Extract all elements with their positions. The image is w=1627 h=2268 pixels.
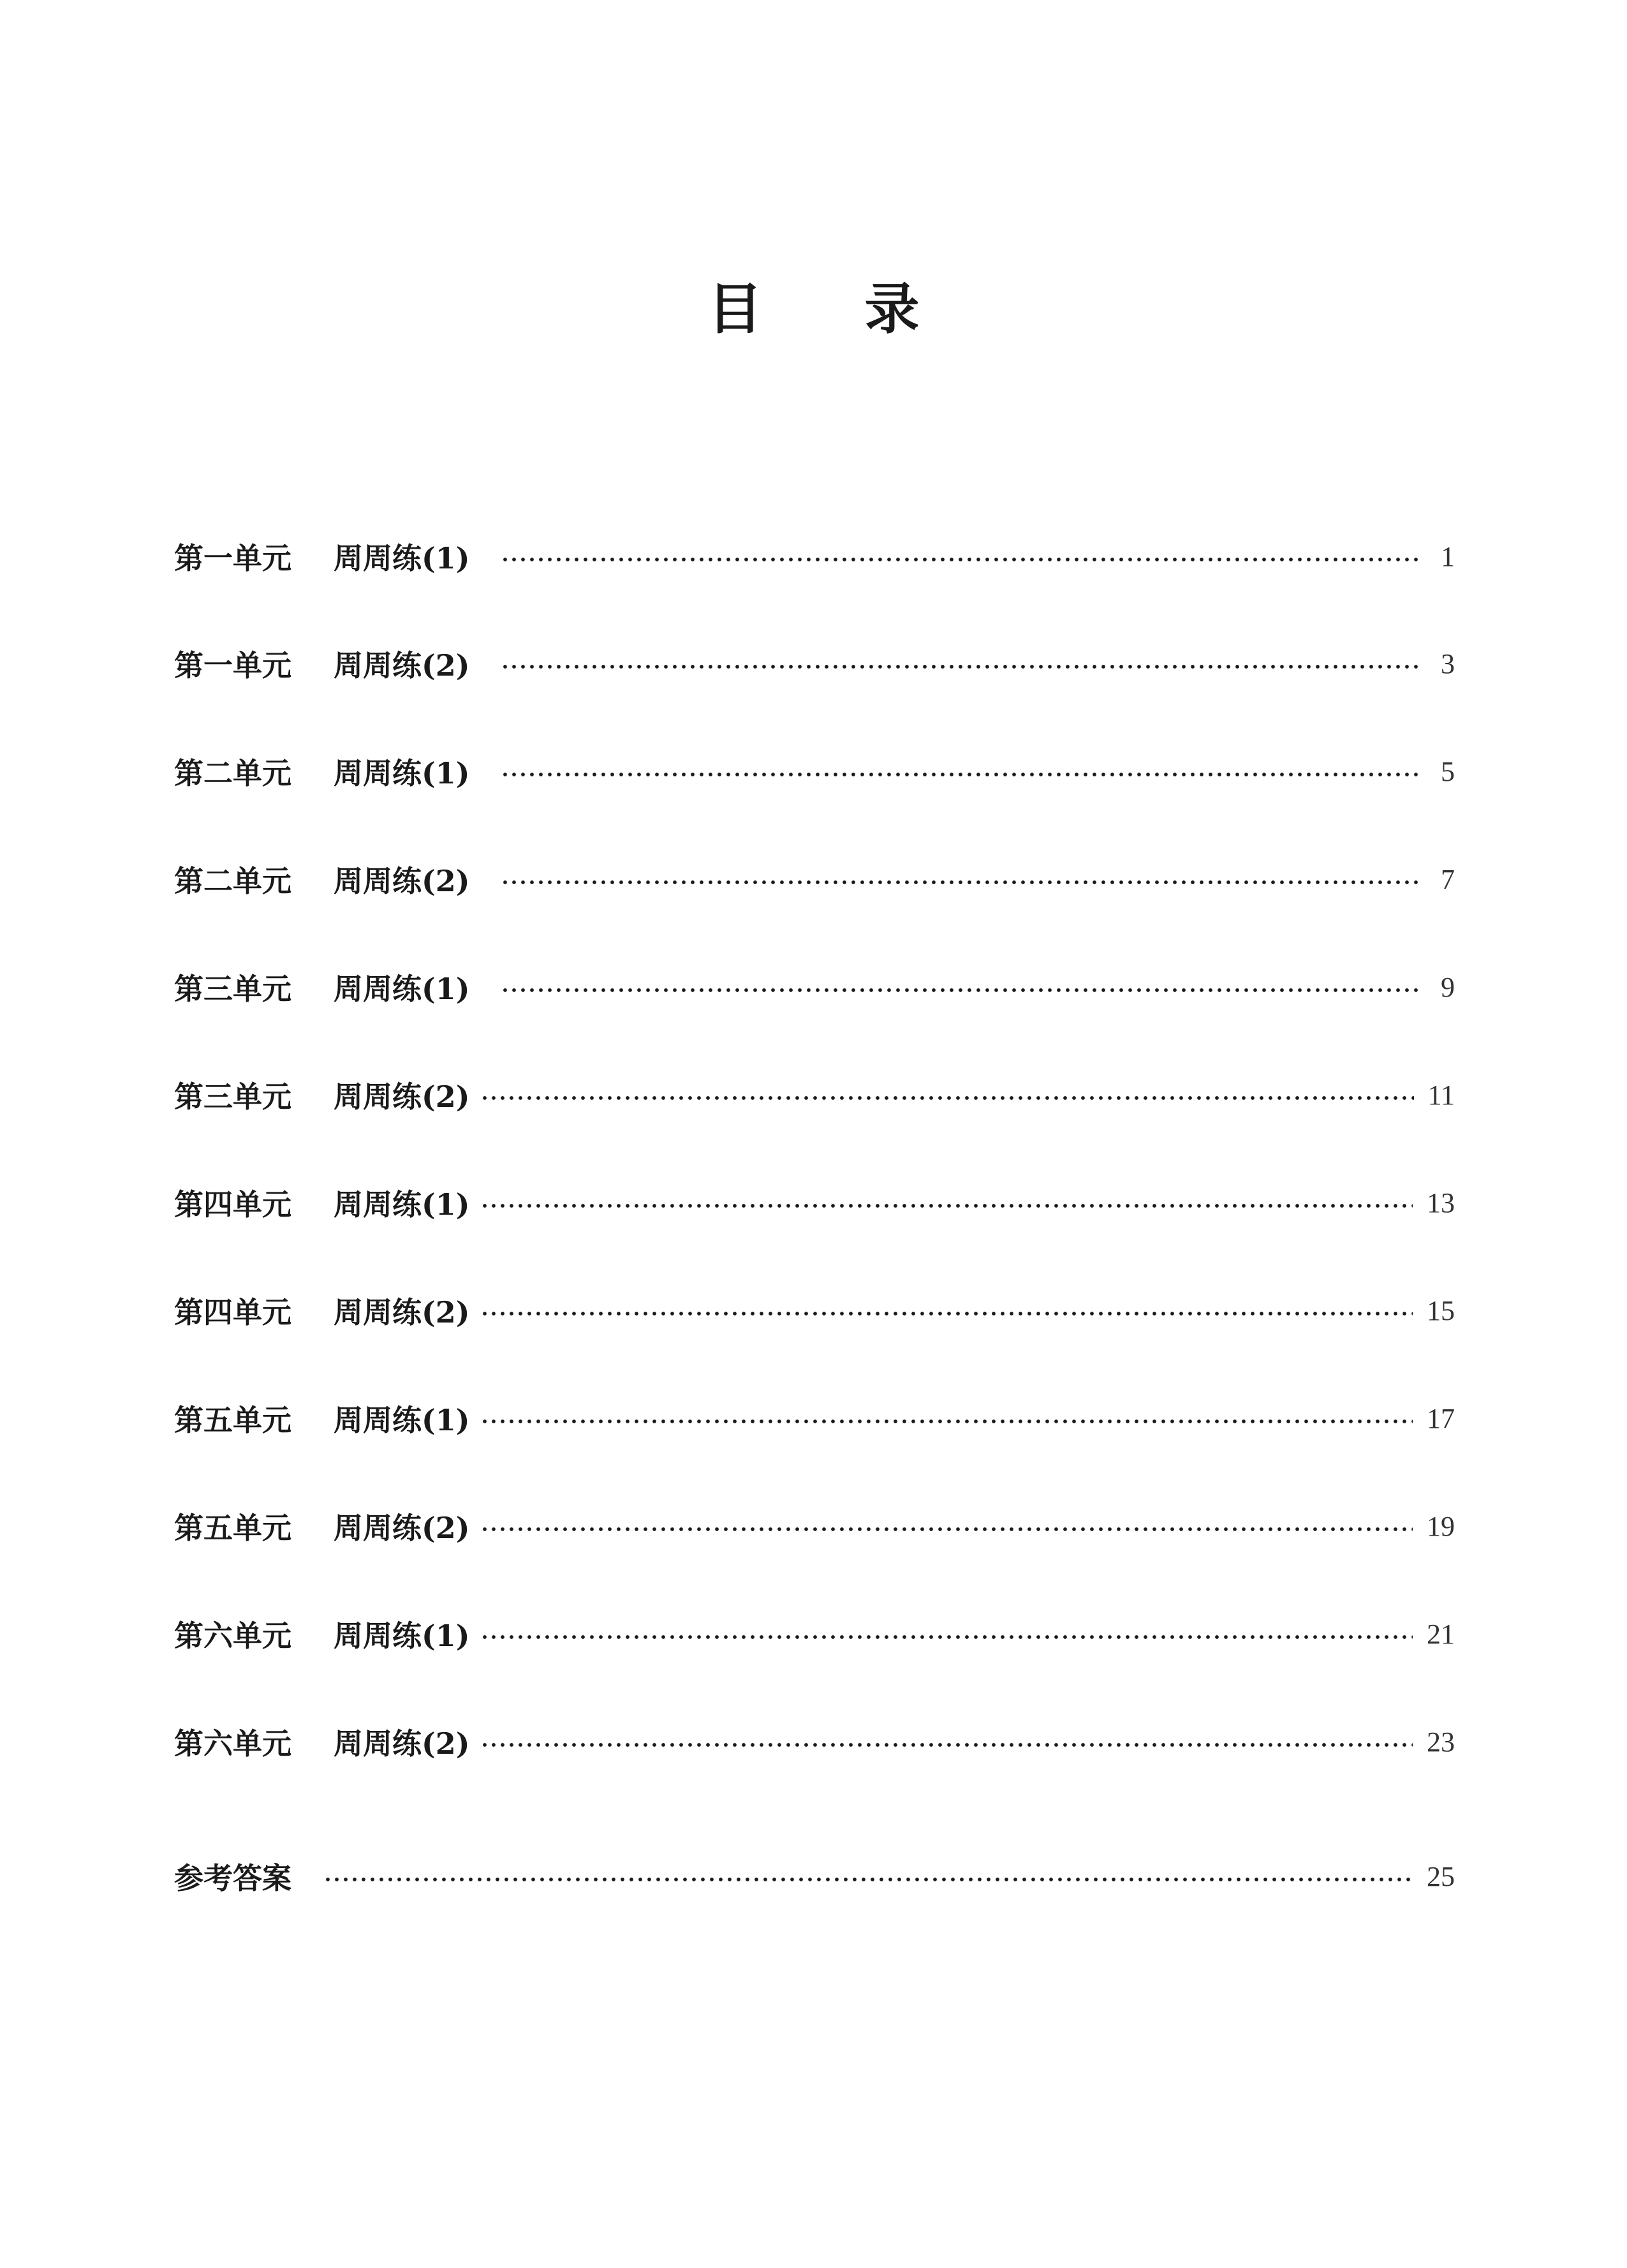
toc-page-number: 21 bbox=[1427, 1618, 1455, 1650]
toc-page-number: 13 bbox=[1427, 1187, 1455, 1219]
toc-entry[interactable] bbox=[174, 1613, 1455, 1654]
toc-unit: 第五单元 bbox=[174, 1403, 291, 1437]
toc-entry[interactable] bbox=[174, 751, 1455, 792]
toc-topic: 周周练(1) bbox=[334, 1619, 470, 1653]
toc-topic: 周周练(1) bbox=[334, 541, 470, 575]
page-title bbox=[0, 274, 1627, 345]
toc-page-number: 25 bbox=[1427, 1860, 1455, 1892]
toc-entry[interactable] bbox=[174, 1721, 1455, 1762]
toc-entry[interactable] bbox=[174, 1182, 1455, 1223]
toc-entry[interactable] bbox=[174, 1290, 1455, 1331]
dot-leader bbox=[480, 1635, 1413, 1639]
dot-leader bbox=[501, 773, 1422, 776]
toc-entry[interactable] bbox=[174, 1074, 1455, 1115]
toc-topic: 周周练(2) bbox=[334, 1295, 470, 1330]
toc-entry[interactable] bbox=[174, 643, 1455, 684]
toc-topic: 周周练(1) bbox=[334, 756, 470, 790]
toc-topic: 周周练(2) bbox=[334, 1726, 470, 1761]
toc-page-number: 15 bbox=[1427, 1294, 1455, 1326]
dot-leader bbox=[501, 988, 1422, 992]
toc-unit: 第二单元 bbox=[174, 756, 291, 790]
toc-topic: 周周练(1) bbox=[334, 972, 470, 1006]
toc-topic: 周周练(2) bbox=[334, 1079, 470, 1114]
toc-page-number: 3 bbox=[1441, 648, 1455, 679]
toc-page-number: 7 bbox=[1441, 863, 1455, 895]
toc-unit: 第六单元 bbox=[174, 1726, 291, 1761]
toc-page-number: 9 bbox=[1441, 971, 1455, 1003]
toc-entry[interactable] bbox=[174, 1506, 1455, 1546]
dot-leader bbox=[480, 1419, 1413, 1423]
toc-unit: 第一单元 bbox=[174, 648, 291, 683]
dot-leader bbox=[501, 880, 1422, 884]
toc-page-number: 5 bbox=[1441, 755, 1455, 787]
toc-topic: 周周练(2) bbox=[334, 648, 470, 683]
toc-entry[interactable] bbox=[174, 1398, 1455, 1439]
toc-page-number: 17 bbox=[1427, 1402, 1455, 1434]
toc-unit: 第一单元 bbox=[174, 541, 291, 575]
toc-entry[interactable] bbox=[174, 536, 1455, 577]
dot-leader bbox=[501, 558, 1422, 561]
toc-topic: 周周练(1) bbox=[334, 1403, 470, 1437]
toc-topic: 周周练(2) bbox=[334, 864, 470, 898]
toc-unit: 第六单元 bbox=[174, 1619, 291, 1653]
toc-unit: 第四单元 bbox=[174, 1187, 291, 1222]
toc-topic: 周周练(1) bbox=[334, 1187, 470, 1222]
dot-leader bbox=[480, 1743, 1413, 1747]
toc-entry[interactable] bbox=[174, 967, 1455, 1007]
toc-topic: 周周练(2) bbox=[334, 1511, 470, 1545]
title-char-1: 目 bbox=[707, 277, 763, 341]
title-char-2: 录 bbox=[864, 277, 920, 341]
toc-page-number: 1 bbox=[1441, 540, 1455, 572]
dot-leader bbox=[480, 1527, 1413, 1531]
toc-entry[interactable] bbox=[174, 859, 1455, 900]
toc-page-number: 11 bbox=[1427, 1079, 1455, 1111]
toc-unit: 第五单元 bbox=[174, 1511, 291, 1545]
dot-leader bbox=[480, 1096, 1414, 1100]
toc-page-number: 23 bbox=[1427, 1726, 1455, 1758]
dot-leader bbox=[501, 665, 1422, 669]
dot-leader bbox=[480, 1204, 1413, 1208]
toc-answers-label: 参考答案 bbox=[174, 1861, 291, 1895]
toc-unit: 第三单元 bbox=[174, 1079, 291, 1114]
dot-leader bbox=[323, 1878, 1413, 1881]
toc-entry-answers[interactable] bbox=[174, 1856, 1455, 1897]
dot-leader bbox=[480, 1312, 1413, 1316]
toc-page-number: 19 bbox=[1427, 1510, 1455, 1542]
toc-unit: 第三单元 bbox=[174, 972, 291, 1006]
toc-unit: 第四单元 bbox=[174, 1295, 291, 1330]
toc-unit: 第二单元 bbox=[174, 864, 291, 898]
